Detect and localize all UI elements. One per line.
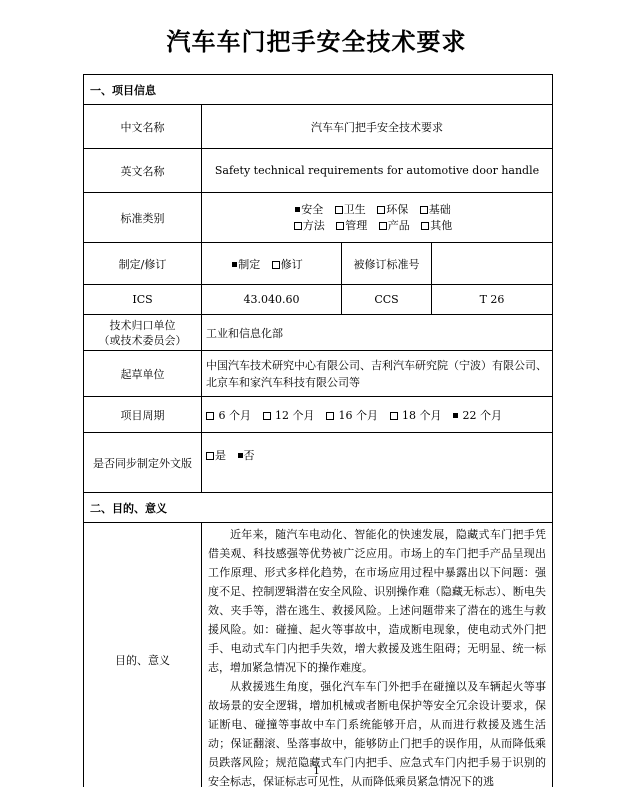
cn-name-label: 中文名称: [84, 105, 202, 149]
std-type-safety-option[interactable]: 安全: [295, 203, 323, 216]
foreign-no-option[interactable]: 否: [238, 449, 255, 462]
cn-name-row: [84, 105, 553, 149]
tech-unit-row: [84, 315, 553, 351]
tech-unit-label: 技术归口单位 （或技术委员会）: [84, 315, 202, 351]
period-row: [84, 397, 553, 433]
std-type-row: [84, 193, 553, 243]
checkbox-icon: [206, 412, 214, 420]
en-name-row: [84, 149, 553, 193]
std-type-options: [202, 193, 553, 243]
en-name-label: 英文名称: [84, 149, 202, 193]
section1-heading: 一、项目信息: [84, 75, 553, 105]
revise-revise-option[interactable]: 修订: [272, 258, 303, 271]
foreign-options: [202, 433, 553, 493]
revised-std-value[interactable]: [432, 243, 553, 285]
std-type-product-option[interactable]: 产品: [379, 219, 410, 232]
purpose-paragraph-1: 近年来，随汽车电动化、智能化的快速发展，隐藏式车门把手凭借美观、科技感强等优势被广泛应用。市场上的车门把手产品呈现出工作原理、形式多样化趋势，在市场应用过程中暴露出以下问题：强度不足、控制逻辑潜在安全风险、识别操作难（隐藏无标志）、断电失效、夹手等，潜在逃生、救援风险。上述问题带来了潜在的逃生与救援风险。如：碰撞、起火等事故中，造成断电现象，使电动式外门把手、电动式车门内把手失效，增大救援及逃生阻碍；无明显、统一标志，增加紧急情况下的操作难度。: [208, 528, 546, 674]
document-title: 汽车车门把手安全技术要求: [166, 28, 467, 56]
foreign-yes-option[interactable]: 是: [206, 449, 226, 462]
ccs-label: CCS: [342, 285, 432, 315]
ics-value: 43.040.60: [202, 285, 342, 315]
checked-box-icon: [295, 207, 300, 212]
checkbox-icon: [390, 412, 398, 420]
foreign-row: [84, 433, 553, 493]
period-options: [202, 397, 553, 433]
en-name-value: Safety technical requirements for automotive door handle: [202, 149, 553, 193]
checkbox-icon: [421, 222, 429, 230]
drafter-row: [84, 351, 553, 397]
period-label: 项目周期: [84, 397, 202, 433]
checkbox-icon: [206, 452, 214, 460]
purpose-paragraph-2: 从救援逃生角度，强化汽车车门外把手在碰撞以及车辆起火等事故场景的安全逻辑，增加机械或者断电保护等安全冗余设计要求，保证断电、碰撞等事故中车门系统能够开启，从而进行救援及逃生活动；保证翻滚、坠落事故中，能够防止门把手的误作用，从而降低乘员跌落风险；规范隐藏式车门内把手、应急式车门内把手易于识别的安全标志，保证标志可见性，从而降低乘员紧急情况下的逃: [208, 680, 546, 787]
period-22-option[interactable]: 22 个月: [453, 409, 502, 422]
section1-heading-row: [84, 75, 553, 105]
purpose-row: [84, 523, 553, 787]
std-type-method-option[interactable]: 方法: [294, 219, 325, 232]
std-type-other-option[interactable]: 其他: [421, 219, 452, 232]
ics-label: ICS: [84, 285, 202, 315]
std-type-health-option[interactable]: 卫生: [335, 203, 366, 216]
checkbox-icon: [420, 206, 428, 214]
checkbox-icon: [326, 412, 334, 420]
checkbox-icon: [336, 222, 344, 230]
project-info-table: [83, 74, 553, 787]
std-type-label: 标准类别: [84, 193, 202, 243]
section2-heading-row: [84, 493, 553, 523]
checkbox-icon: [294, 222, 302, 230]
checkbox-icon: [263, 412, 271, 420]
std-type-basic-option[interactable]: 基础: [420, 203, 451, 216]
revise-create-option[interactable]: 制定: [232, 258, 260, 271]
period-16-option[interactable]: 16 个月: [326, 409, 378, 422]
page-number: 1: [313, 766, 320, 777]
cn-name-value: 汽车车门把手安全技术要求: [202, 105, 553, 149]
checkbox-icon: [272, 261, 280, 269]
checkbox-icon: [379, 222, 387, 230]
period-12-option[interactable]: 12 个月: [263, 409, 315, 422]
revise-label: 制定/修订: [84, 243, 202, 285]
purpose-label: 目的、意义: [84, 523, 202, 787]
period-6-option[interactable]: 6 个月: [206, 409, 251, 422]
checked-box-icon: [453, 413, 458, 418]
revise-row: [84, 243, 553, 285]
checked-box-icon: [232, 262, 237, 267]
std-type-env-option[interactable]: 环保: [377, 203, 408, 216]
checked-box-icon: [238, 453, 243, 458]
ics-ccs-row: [84, 285, 553, 315]
checkbox-icon: [335, 206, 343, 214]
drafter-value: 中国汽车技术研究中心有限公司、吉利汽车研究院（宁波）有限公司、北京车和家汽车科技有限公司等: [202, 351, 553, 397]
foreign-label: 是否同步制定外文版: [84, 433, 202, 493]
section2-heading: 二、目的、意义: [84, 493, 553, 523]
drafter-label: 起草单位: [84, 351, 202, 397]
tech-unit-value: 工业和信息化部: [202, 315, 553, 351]
checkbox-icon: [377, 206, 385, 214]
purpose-text: [202, 523, 553, 787]
revised-std-label: 被修订标准号: [342, 243, 432, 285]
period-18-option[interactable]: 18 个月: [390, 409, 442, 422]
revise-options: [202, 243, 342, 285]
ccs-value: T 26: [432, 285, 553, 315]
std-type-management-option[interactable]: 管理: [336, 219, 367, 232]
